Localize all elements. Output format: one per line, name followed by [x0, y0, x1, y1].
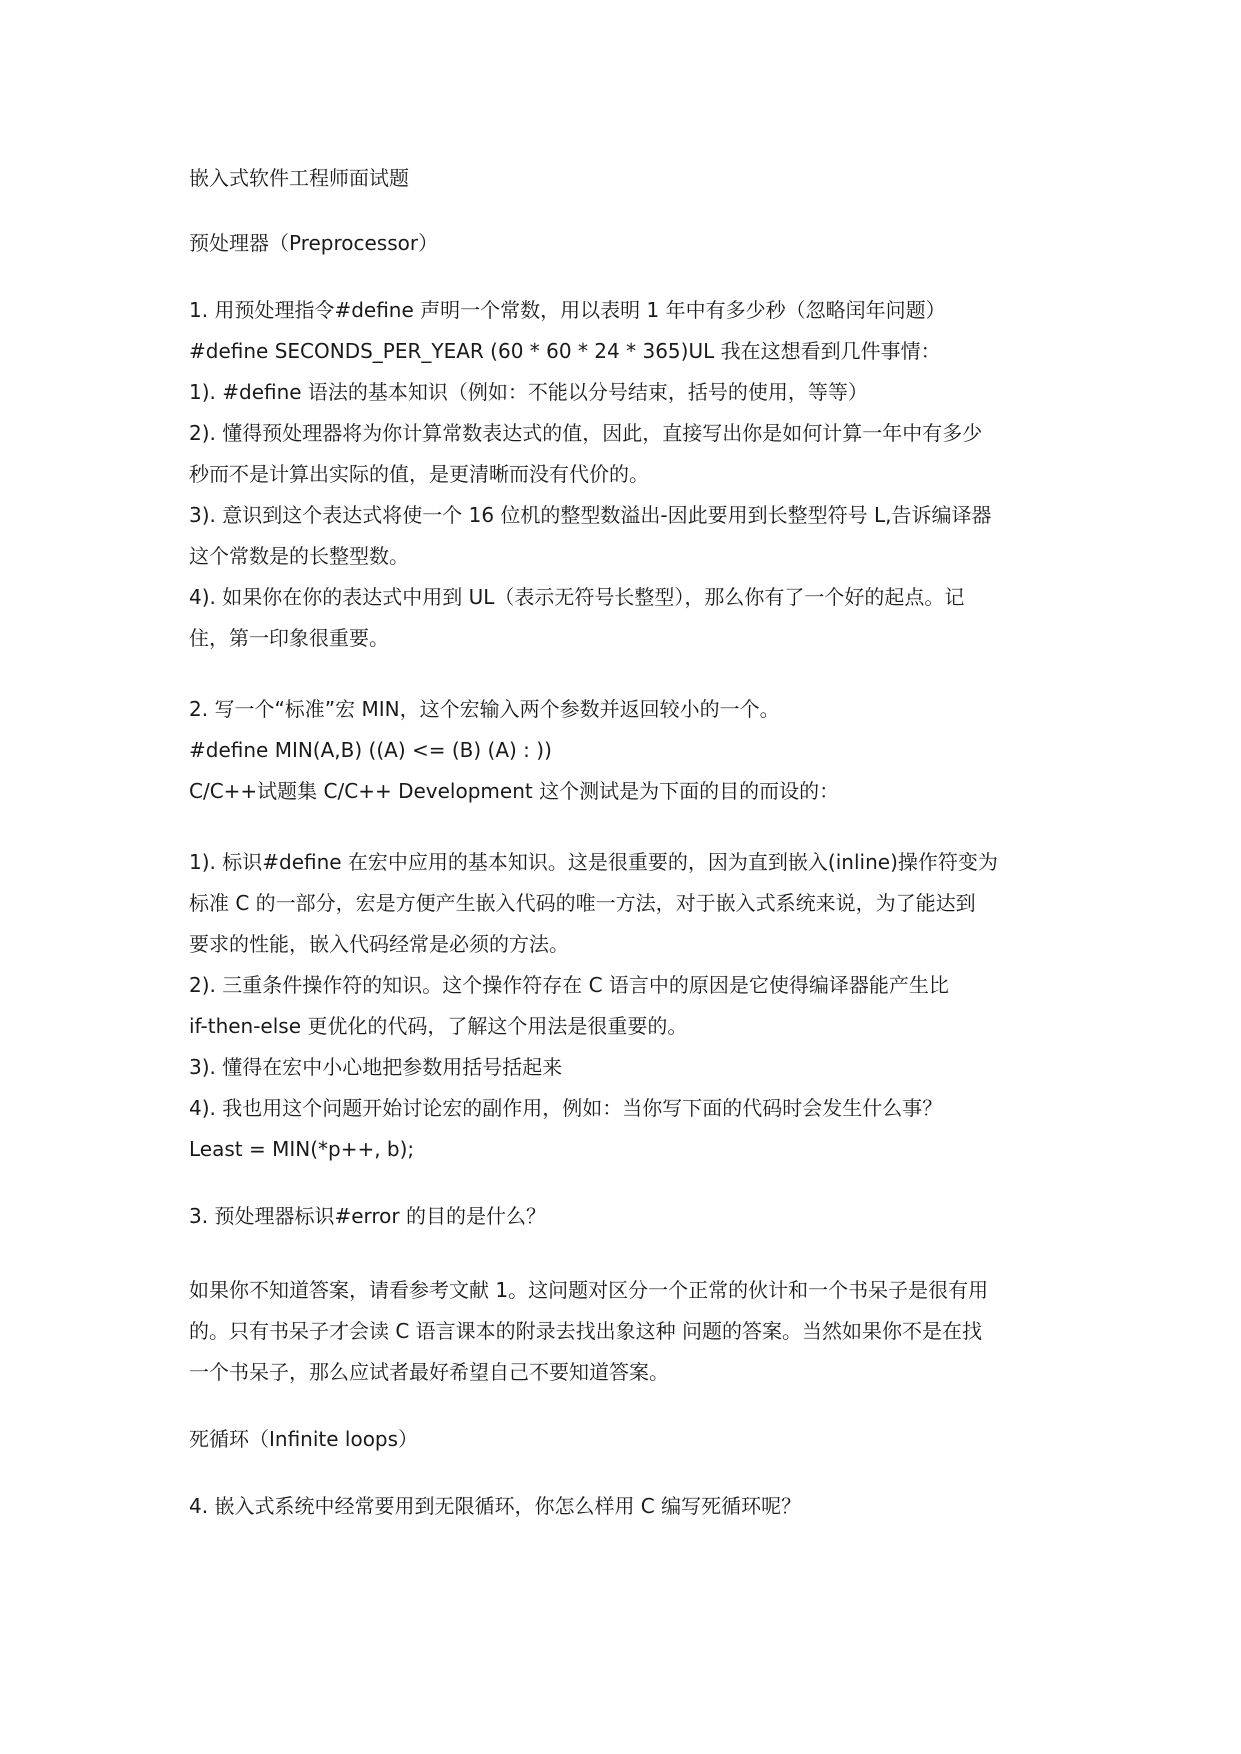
- question-4: 4. 嵌入式系统中经常要用到无限循环，你怎么样用 C 编写死循环呢？: [189, 1494, 802, 1518]
- paragraph-line: 1). 标识#define 在宏中应用的基本知识。这是很重要的，因为直到嵌入(inline)操作符变为: [189, 850, 998, 874]
- question-2: 2. 写一个“标准”宏 MIN，这个宏输入两个参数并返回较小的一个。: [189, 697, 780, 721]
- paragraph-line: 的。只有书呆子才会读 C 语言课本的附录去找出象这种 问题的答案。当然如果你不是在找: [189, 1319, 983, 1343]
- code-line: #define SECONDS_PER_YEAR (60 * 60 * 24 * 365)UL 我在这想看到几件事情：: [189, 339, 941, 363]
- code-line: #define MIN(A,B) ((A) <= (B) (A) : )): [189, 738, 552, 762]
- paragraph-line: 3). 懂得在宏中小心地把参数用括号括起来: [189, 1055, 563, 1079]
- paragraph-line: 一个书呆子，那么应试者最好希望自己不要知道答案。: [189, 1360, 669, 1384]
- paragraph-line: 住，第一印象很重要。: [189, 626, 389, 650]
- paragraph-line: 秒而不是计算出实际的值，是更清晰而没有代价的。: [189, 462, 649, 486]
- code-line: Least = MIN(*p++, b);: [189, 1137, 415, 1161]
- question-3: 3. 预处理器标识#error 的目的是什么？: [189, 1204, 546, 1228]
- paragraph-line: 这个常数是的长整型数。: [189, 544, 409, 568]
- paragraph-line: 4). 我也用这个问题开始讨论宏的副作用，例如：当你写下面的代码时会发生什么事？: [189, 1096, 943, 1120]
- paragraph-line: 要求的性能，嵌入代码经常是必须的方法。: [189, 932, 569, 956]
- paragraph-line: 2). 三重条件操作符的知识。这个操作符存在 C 语言中的原因是它使得编译器能产生比: [189, 973, 949, 997]
- paragraph-line: 1). #define 语法的基本知识（例如：不能以分号结束，括号的使用，等等）: [189, 380, 868, 404]
- paragraph-line: 标准 C 的一部分，宏是方便产生嵌入代码的唯一方法，对于嵌入式系统来说，为了能达到: [189, 891, 976, 915]
- document-page: [189, 158, 1059, 1527]
- question-1: 1. 用预处理指令#define 声明一个常数，用以表明 1 年中有多少秒（忽略闰年问题）: [189, 298, 946, 322]
- paragraph-line: 3). 意识到这个表达式将使一个 16 位机的整型数溢出-因此要用到长整型符号 L,告诉编译器: [189, 503, 992, 527]
- paragraph-line: 2). 懂得预处理器将为你计算常数表达式的值，因此，直接写出你是如何计算一年中有多少: [189, 421, 983, 445]
- section-heading-infinite-loops: 死循环（Infinite loops）: [189, 1427, 419, 1451]
- document-title: 嵌入式软件工程师面试题: [189, 166, 409, 190]
- paragraph-line: C/C++试题集 C/C++ Development 这个测试是为下面的目的而设的：: [189, 779, 840, 803]
- paragraph-line: 4). 如果你在你的表达式中用到 UL（表示无符号长整型），那么你有了一个好的起点。记: [189, 585, 965, 609]
- paragraph-line: 如果你不知道答案，请看参考文献 1。这问题对区分一个正常的伙计和一个书呆子是很有用: [189, 1278, 989, 1302]
- paragraph-line: if-then-else 更优化的代码，了解这个用法是很重要的。: [189, 1014, 688, 1038]
- section-heading-preprocessor: 预处理器（Preprocessor）: [189, 231, 439, 255]
